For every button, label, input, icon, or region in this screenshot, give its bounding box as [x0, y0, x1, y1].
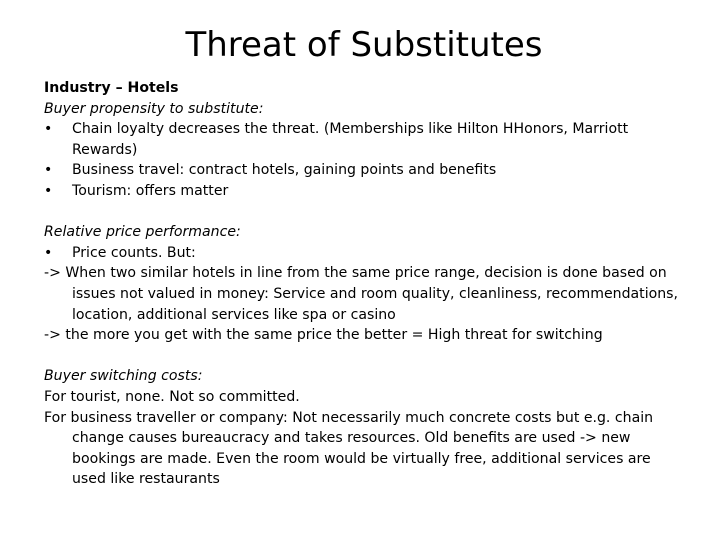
slide-body: [44, 78, 684, 490]
spacer: [44, 346, 684, 367]
bullet-item: • Business travel: contract hotels, gaining points and benefits: [44, 160, 684, 181]
switching-line: For tourist, none. Not so committed.: [44, 388, 300, 405]
bullet-item: • Tourism: offers matter: [44, 181, 684, 202]
bullet-item: • Price counts. But:: [44, 243, 684, 264]
price-line: -> When two similar hotels in line from the same price range, decision is done based on issues not valued in money: Service and room quality, cleanliness, recommendations, location, additional services like spa or casino: [44, 265, 678, 323]
bullet-item: • Chain loyalty decreases the threat. (Memberships like Hilton HHonors, Marriott Rewards): [44, 119, 672, 160]
buyer-propensity-heading: Buyer propensity to substitute:: [44, 100, 264, 117]
relative-price-heading: Relative price performance:: [44, 224, 241, 241]
switching-line: For business traveller or company: Not necessarily much concrete costs but e.g. chain change causes bureaucracy and takes resources. Old benefits are used -> new bookings are made. Even the room would be virtually free, additional services are used like restaurants: [44, 409, 654, 488]
slide-title: Threat of Substitutes: [185, 25, 543, 65]
spacer: [44, 202, 684, 223]
switching-costs-heading: Buyer switching costs:: [44, 368, 203, 385]
industry-label: Industry – Hotels: [44, 80, 179, 96]
price-line: -> the more you get with the same price the better = High threat for switching: [44, 327, 603, 344]
